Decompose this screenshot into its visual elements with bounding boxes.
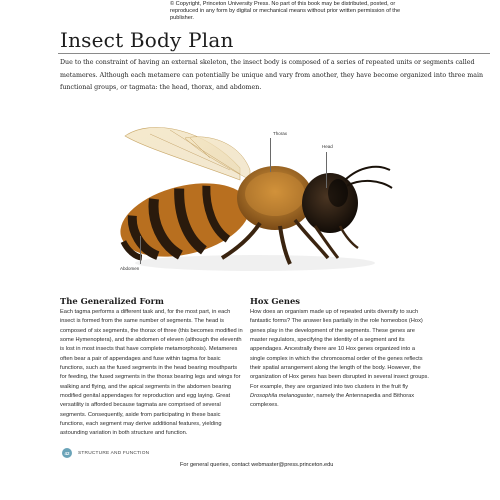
honeybee-illustration [90, 108, 410, 278]
thorax-callout-line [270, 138, 271, 172]
page-footer [62, 448, 149, 458]
page-number-badge: 42 [62, 448, 72, 458]
contact-notice: For general queries, contact webmaster@press.princeton.edu [180, 462, 334, 468]
generalized-form-heading: The Generalized Form [60, 296, 164, 306]
section-label: STRUCTURE AND FUNCTION [78, 450, 150, 456]
head-label: Head [322, 144, 333, 149]
hox-genes-body-part1: How does an organism made up of repeated units diversify to such fantastic forms? The answer lies partially in the role homeobox (Hox) genes play in the development of the segments. These genes are master regulators, specifying the identity of a segment and its appendages. Ancestrally there are 10 Hox genes organized into a single complex in which the chromosomal order of the genes reflects their spatial arrangement along the length of the body. However, the organization of Hox genes has been disrupted in several insect groups. For example, they are organized into two clusters in the fruit fly [250, 309, 429, 390]
hox-genes-heading: Hox Genes [250, 296, 301, 306]
thorax-label: Thorax [273, 131, 288, 136]
hox-genes-body [250, 308, 430, 411]
generalized-form-body: Each tagma performs a different task and, for the most part, in each insect is formed from the same number of segments. The head is composed of six segments, the thorax of three (this becomes modified in some Hymenoptera), and the abdomen of eleven (although the eleventh is lost in most insects that have complete metamorphosis). Metameres often bear a pair of appendages and fuse within tagma for basic functions, such as the fused segments in the head bearing mouthparts for feeding, the fused segments in the thorax bearing legs and wings for walking and flying, and the apical segments in the abdomen bearing modified genital appendages for reproduction and egg laying. Great versatility is afforded because tagmata are comprised of several segments. Consequently, aside from participating in these basic functions, each segment may derive additional features, yielding astounding variation in both structure and function. [60, 309, 243, 437]
abdomen-label: Abdomen [120, 266, 140, 271]
page-title: Insect Body Plan [60, 28, 234, 52]
intro-paragraph: Due to the constraint of having an external skeleton, the insect body is composed of a series of repeated units or segments called metameres. Although each metamere can potentially be unique and vary from another, they have become organized into three main functional groups, or tagmata: the head, thorax, and abdomen. [60, 59, 484, 92]
honeybee-figure [90, 108, 410, 278]
hox-genes-body-part2: , namely the Antennapedia and Bithorax complexes. [250, 393, 415, 409]
hox-genes-section [250, 296, 430, 411]
species-name: Drosophila melanogaster [250, 393, 314, 400]
title-rule [58, 53, 490, 54]
generalized-form-section [60, 296, 244, 439]
copyright-notice: © Copyright, Princeton University Press. No part of this book may be distributed, posted, or reproduced in any form by digital or mechanical means without prior written permission of the publisher. [170, 1, 401, 21]
abdomen-callout-line [140, 236, 141, 264]
head-callout-line [326, 152, 327, 188]
